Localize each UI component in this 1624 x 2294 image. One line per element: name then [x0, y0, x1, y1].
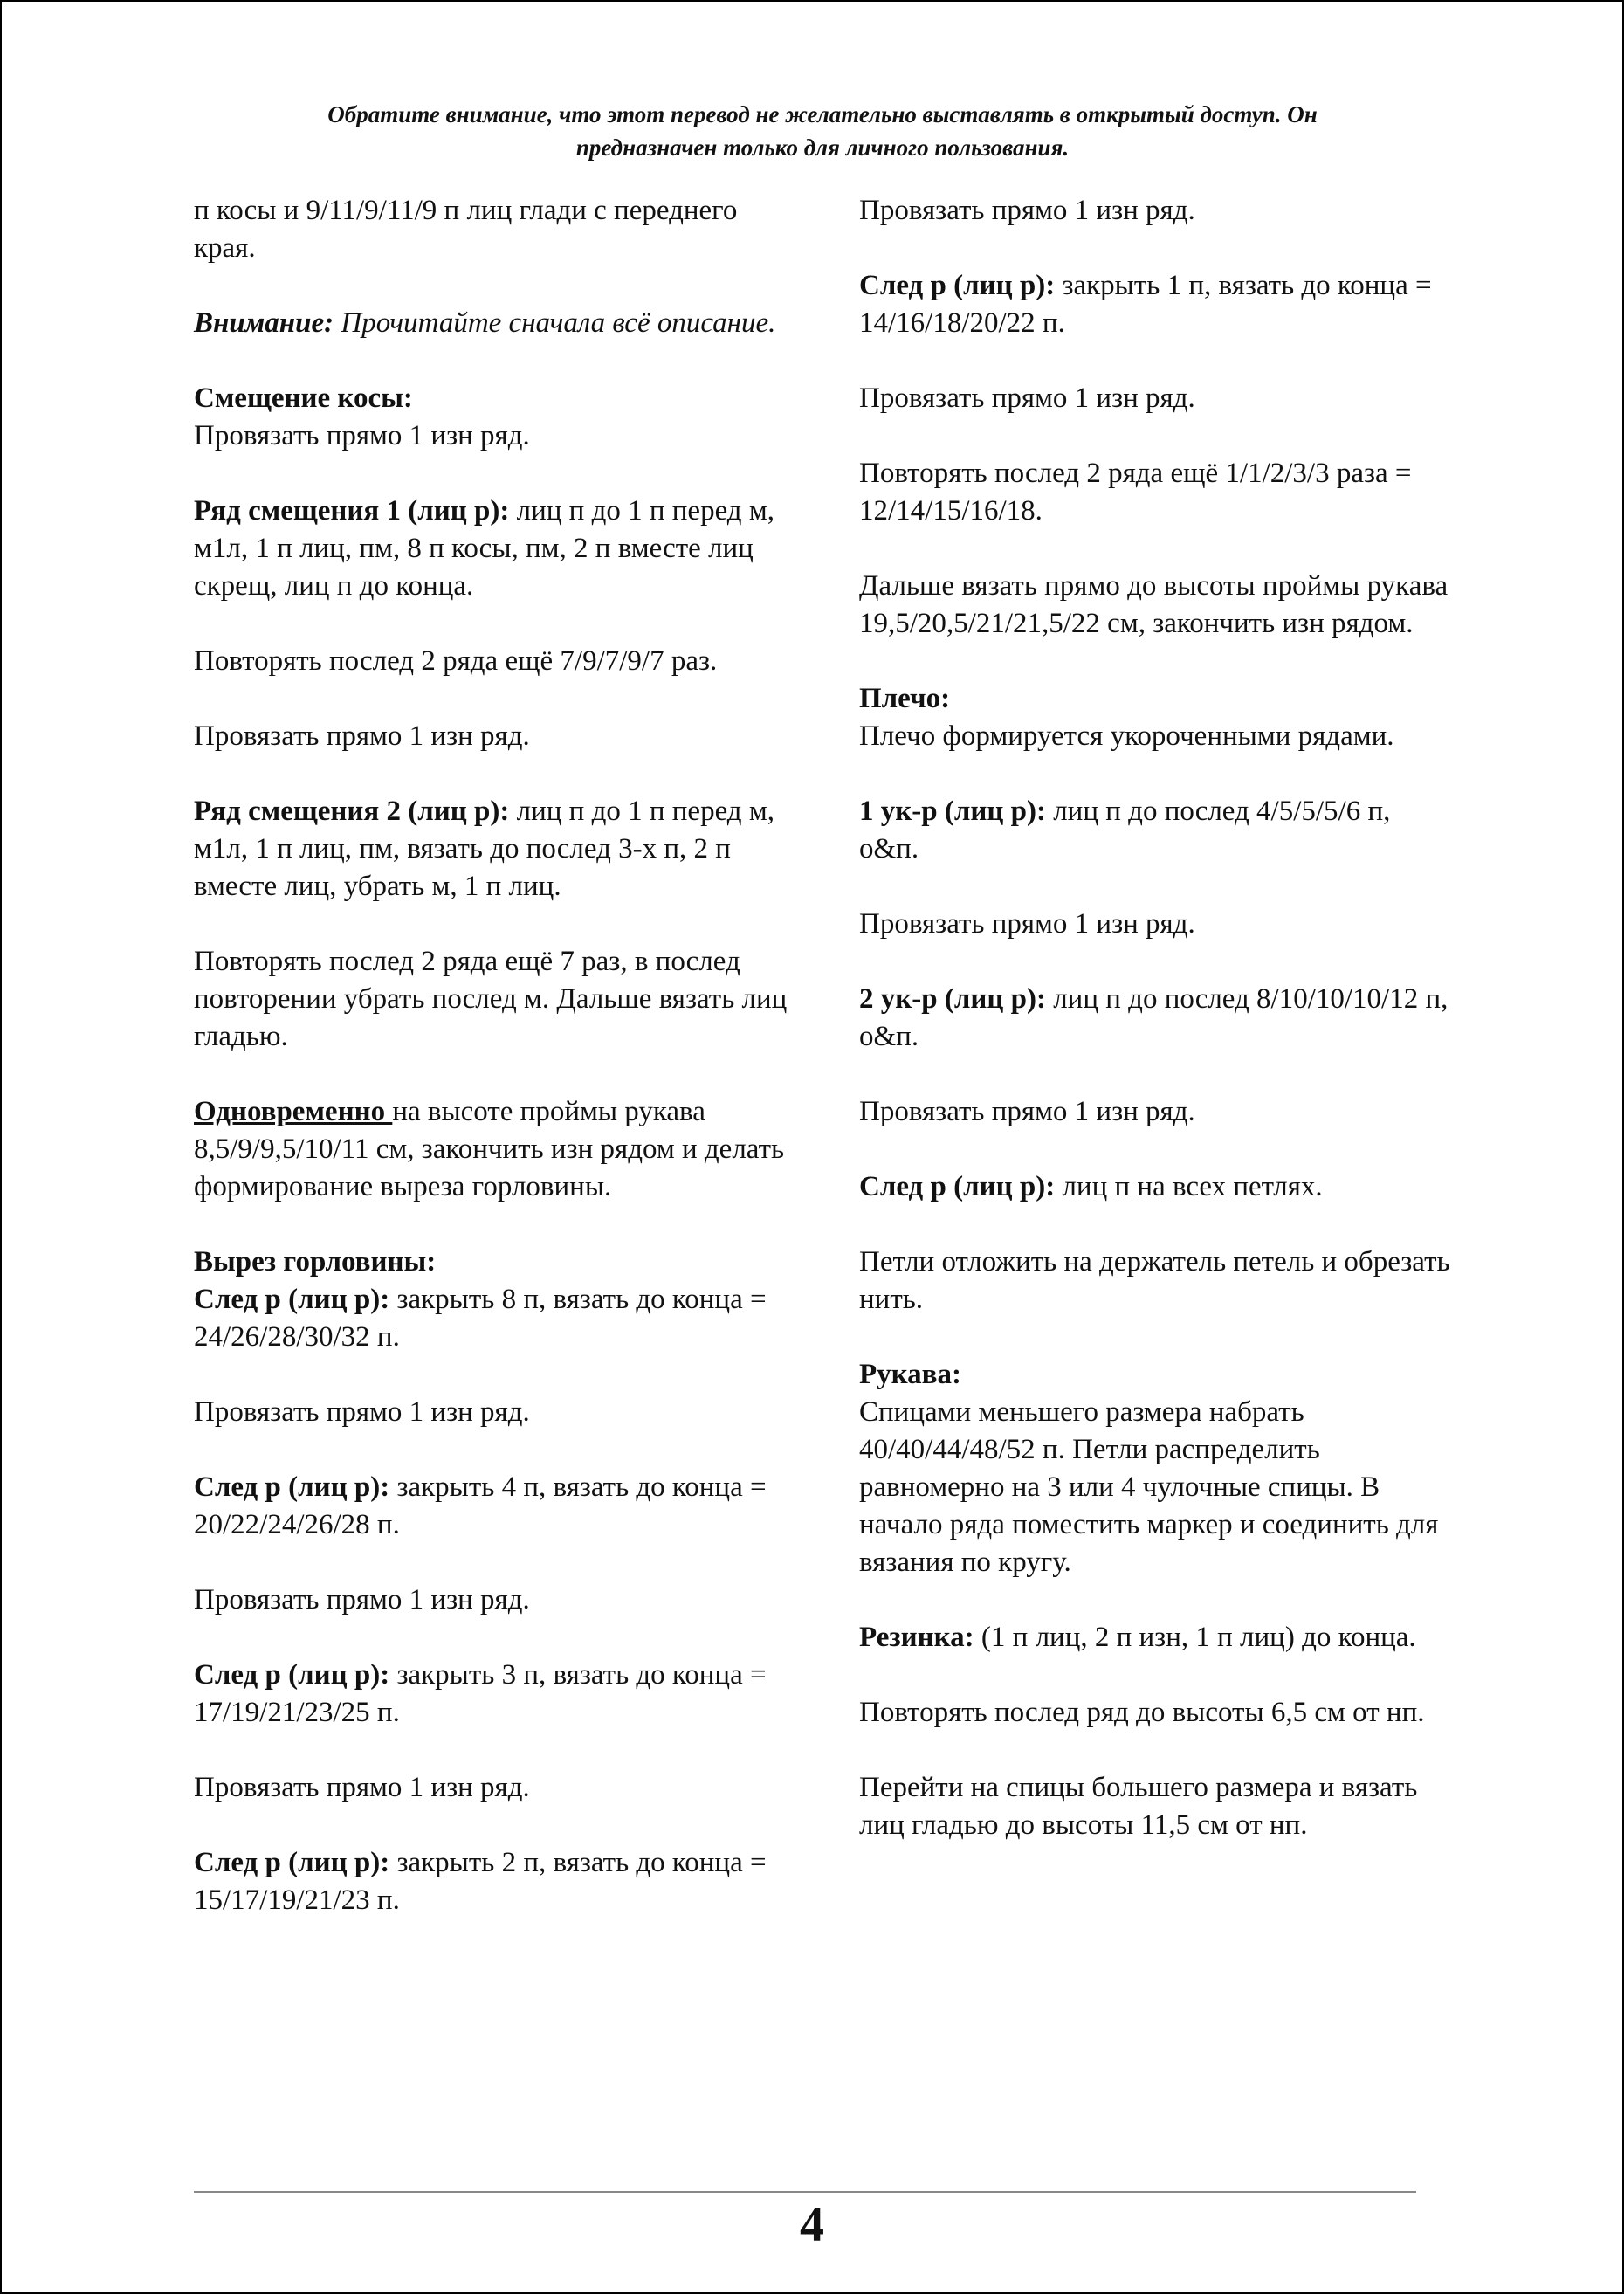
row-text: закрыть 4 п, вязать до конца = 20/22/24/26/28 п.: [194, 1471, 767, 1540]
shift-row-2: [194, 793, 788, 906]
row-text: лиц п до послед 8/10/10/10/12 п, о&п.: [859, 983, 1449, 1052]
page-number: 4: [800, 2198, 824, 2252]
row-label: След р (лиц р):: [194, 1847, 390, 1878]
sleeves-section: [859, 1356, 1453, 1581]
row-text: (1 п лиц, 2 п изн, 1 п лиц) до конца.: [974, 1622, 1416, 1653]
rib-row: [859, 1619, 1453, 1657]
paragraph: Провязать прямо 1 изн ряд.: [859, 1096, 1195, 1127]
paragraph: Провязать прямо 1 изн ряд.: [194, 720, 530, 752]
row-label: Ряд смещения 2 (лиц р):: [194, 796, 510, 827]
simultaneously-paragraph: [194, 1093, 788, 1206]
header-line-2: предназначен только для личного пользования.: [575, 134, 1070, 161]
shoulder-section: [859, 680, 1453, 755]
paragraph: Повторять послед 2 ряда ещё 7 раз, в послед повторении убрать послед м. Дальше вязать лиц гладью.: [194, 946, 788, 1052]
paragraph-text: Плечо формируется укороченными рядами.: [859, 720, 1394, 752]
row-label: 1 ук-р (лиц р):: [859, 796, 1046, 827]
row-text: лиц п до послед 4/5/5/5/6 п, о&п.: [859, 796, 1391, 865]
right-column: [859, 192, 1453, 1882]
row-text: закрыть 1 п, вязать до конца = 14/16/18/20/22 п.: [859, 270, 1432, 339]
neck-row: [194, 1844, 788, 1919]
short-row-1: [859, 793, 1453, 868]
attention-text: Прочитайте сначала всё описание.: [334, 307, 776, 339]
neckline-section: [194, 1243, 788, 1356]
paragraph: Провязать прямо 1 изн ряд.: [859, 382, 1195, 414]
paragraph: Провязать прямо 1 изн ряд.: [194, 1584, 530, 1615]
row-label: След р (лиц р):: [194, 1284, 390, 1315]
row-text: закрыть 2 п, вязать до конца = 15/17/19/21/23 п.: [194, 1847, 767, 1916]
row-text: закрыть 8 п, вязать до конца = 24/26/28/30/32 п.: [194, 1284, 767, 1353]
row-text: лиц п до 1 п перед м, м1л, 1 п лиц, пм, 8 п косы, пм, 2 п вместе лиц скрещ, лиц п до конца.: [194, 495, 774, 602]
neck-row: [194, 1469, 788, 1544]
paragraph: Дальше вязать прямо до высоты проймы рукава 19,5/20,5/21/21,5/22 см, закончить изн рядом.: [859, 570, 1449, 639]
paragraph: Петли отложить на держатель петель и обрезать нить.: [859, 1246, 1450, 1315]
section-title: Плечо:: [859, 683, 951, 714]
row-text: лиц п до 1 п перед м, м1л, 1 п лиц, пм, вязать до послед 3-х п, 2 п вместе лиц, убрать м, 1 п лиц.: [194, 796, 774, 902]
paragraph: Повторять послед ряд до высоты 6,5 см от нп.: [859, 1697, 1425, 1728]
paragraph-text: Спицами меньшего размера набрать 40/40/44/48/52 п. Петли распределить равномерно на 3 или 4 чулочные спицы. В начало ряда поместить маркер и соединить для вязания по кругу.: [859, 1396, 1439, 1578]
row-text: закрыть 3 п, вязать до конца = 17/19/21/23/25 п.: [194, 1659, 767, 1728]
paragraph: Повторять послед 2 ряда ещё 7/9/7/9/7 раз.: [194, 645, 718, 677]
row-label: Резинка:: [859, 1622, 974, 1653]
row-label: 2 ук-р (лиц р):: [859, 983, 1046, 1015]
section-title: Смещение косы:: [194, 382, 413, 414]
row-label: След р (лиц р):: [859, 270, 1056, 301]
row-label: След р (лиц р):: [194, 1471, 390, 1503]
next-row: [859, 1168, 1453, 1206]
footer-divider: [194, 2191, 1416, 2193]
left-column: [194, 192, 788, 1957]
cable-shift-section: [194, 380, 788, 455]
paragraph: Перейти на спицы большего размера и вязать лиц гладью до высоты 11,5 см от нп.: [859, 1772, 1418, 1841]
attention-paragraph: [194, 305, 788, 342]
paragraph: п косы и 9/11/9/11/9 п лиц глади с переднего края.: [194, 195, 738, 264]
paragraph: Провязать прямо 1 изн ряд.: [194, 1772, 530, 1803]
row-label: След р (лиц р):: [194, 1659, 390, 1691]
row-label: След р (лиц р):: [859, 1171, 1056, 1202]
paragraph: Повторять послед 2 ряда ещё 1/1/2/3/3 раза = 12/14/15/16/18.: [859, 458, 1412, 527]
section-title: Рукава:: [859, 1359, 961, 1390]
section-title: Вырез горловины:: [194, 1246, 437, 1278]
short-row-2: [859, 981, 1453, 1056]
page-header-notice: [176, 98, 1469, 164]
paragraph-text: на высоте проймы рукава 8,5/9/9,5/10/11 см, закончить изн рядом и делать формирование выреза горловины.: [194, 1096, 785, 1202]
paragraph: Провязать прямо 1 изн ряд.: [859, 908, 1195, 940]
attention-label: Внимание:: [194, 307, 334, 339]
next-row: [859, 267, 1453, 342]
paragraph-text: Провязать прямо 1 изн ряд.: [194, 420, 530, 451]
shift-row-1: [194, 493, 788, 605]
paragraph: Провязать прямо 1 изн ряд.: [194, 1396, 530, 1428]
paragraph: Провязать прямо 1 изн ряд.: [859, 195, 1195, 226]
row-label: Ряд смещения 1 (лиц р):: [194, 495, 510, 527]
row-text: лиц п на всех петлях.: [1055, 1171, 1323, 1202]
header-line-1: Обратите внимание, что этот перевод не желательно выставлять в открытый доступ. Он: [327, 101, 1318, 127]
neck-row: [194, 1657, 788, 1732]
simultaneously-label: Одновременно: [194, 1096, 393, 1127]
